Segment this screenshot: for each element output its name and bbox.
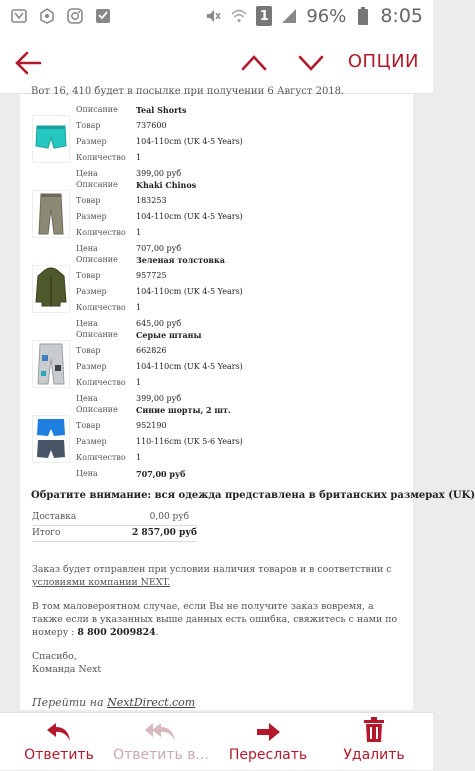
price-label: Цена (76, 169, 98, 178)
item-price: 707,00 руб (136, 469, 186, 479)
signoff (32, 650, 404, 676)
footer-prefix: Перейти на (32, 696, 104, 709)
item-label: Товар (76, 196, 101, 205)
terms-link[interactable]: условиями компании NEXT. (32, 577, 171, 588)
item-price: 707,00 руб (136, 244, 182, 253)
qty-label: Количество (76, 303, 126, 312)
signoff-team: Команда Next (32, 664, 102, 675)
qty-label: Количество (76, 228, 126, 237)
item-quantity: 1 (136, 453, 142, 462)
teal-shorts-icon (32, 115, 70, 163)
forward-icon (255, 713, 281, 743)
total-value: 2 857,00 руб (132, 528, 198, 538)
item-label: Товар (76, 271, 101, 280)
reply-all-icon (144, 713, 178, 743)
blue-shorts-icon (32, 415, 70, 463)
desc-label: Описание (76, 330, 118, 339)
nextdirect-link[interactable]: NextDirect.com (107, 696, 196, 709)
footer-link-row (32, 696, 195, 709)
item-label: Товар (76, 121, 101, 130)
item-size: 110-116cm (UK 5-6 Years) (136, 437, 243, 446)
item-description: Teal Shorts (136, 105, 187, 115)
app-icon-1 (10, 7, 28, 25)
item-number: 952190 (136, 421, 167, 430)
bottom-action-bar (0, 712, 433, 770)
email-body (20, 86, 475, 710)
item-price: 645,00 руб (136, 319, 182, 328)
reply-icon (46, 713, 72, 743)
reply-all-button[interactable] (113, 713, 209, 771)
item-number: 662826 (136, 346, 167, 355)
item-description: Зеленая толстовка (136, 255, 225, 265)
item-price: 399,00 руб (136, 169, 182, 178)
size-label: Размер (76, 137, 107, 146)
qty-label: Количество (76, 453, 126, 462)
sizes-note: Обратите внимание: вся одежда представлена в британских размерах (UK) (31, 490, 475, 501)
size-label: Размер (76, 362, 107, 371)
order-item (20, 179, 413, 254)
contact-end: . (155, 627, 159, 638)
item-label: Товар (76, 421, 101, 430)
chevron-up-icon[interactable] (240, 52, 268, 74)
instagram-icon (66, 7, 84, 25)
order-item (20, 329, 413, 404)
grey-pants-icon (32, 340, 70, 388)
order-item (20, 254, 413, 329)
desc-label: Описание (76, 255, 118, 264)
item-description: Синие шорты, 2 шт. (136, 405, 231, 415)
clock: 8:05 (380, 5, 423, 27)
order-item (20, 104, 413, 179)
qty-label: Количество (76, 378, 126, 387)
shipping-terms-paragraph (32, 563, 404, 589)
reply-button[interactable] (22, 713, 96, 771)
signal-icon (280, 7, 298, 25)
contact-text: В том маловероятном случае, если Вы не получите заказ вовремя, а также если в указанных выше данных есть ошибка, свяжитесь с нами по номеру : (32, 601, 398, 638)
khaki-chinos-icon (32, 190, 70, 238)
forward-button[interactable] (228, 713, 308, 771)
contact-paragraph (32, 600, 404, 639)
sim-icon: 1 (256, 6, 272, 26)
item-quantity: 1 (136, 228, 142, 237)
summary-divider (32, 525, 197, 526)
size-label: Размер (76, 437, 107, 446)
app-bar (0, 32, 433, 94)
item-number: 957725 (136, 271, 167, 280)
item-quantity: 1 (136, 378, 142, 387)
green-hoodie-icon (32, 265, 70, 313)
shipping-terms-text: Заказ будет отправлен при условии наличия товаров и в соответствии с (32, 564, 392, 575)
desc-label: Описание (76, 105, 118, 114)
item-size: 104-110cm (UK 4-5 Years) (136, 362, 243, 371)
item-quantity: 1 (136, 153, 142, 162)
summary-divider (32, 541, 197, 542)
total-label: Итого (32, 528, 61, 538)
size-label: Размер (76, 212, 107, 221)
chevron-down-icon[interactable] (297, 52, 325, 74)
item-number: 183253 (136, 196, 167, 205)
app-icon-2 (38, 7, 56, 25)
battery-icon (354, 7, 372, 25)
desc-label: Описание (76, 405, 118, 414)
delivery-label: Доставка (32, 512, 77, 522)
price-label: Цена (76, 319, 98, 328)
download-icon (94, 7, 112, 25)
reply-label: Ответить (24, 747, 94, 763)
item-description: Khaki Chinos (136, 180, 197, 190)
item-size: 104-110cm (UK 4-5 Years) (136, 212, 243, 221)
size-label: Размер (76, 287, 107, 296)
battery-percent: 96% (306, 5, 347, 27)
item-size: 104-110cm (UK 4-5 Years) (136, 137, 243, 146)
price-label: Цена (76, 244, 98, 253)
item-number: 737600 (136, 121, 167, 130)
status-bar (0, 0, 433, 32)
qty-label: Количество (76, 153, 126, 162)
item-quantity: 1 (136, 303, 142, 312)
phone-number: 8 800 2009824 (77, 627, 156, 638)
signoff-thanks: Спасибо, (32, 651, 77, 662)
reply-all-label: Ответить в... (113, 747, 209, 763)
arrow-left-icon[interactable] (14, 50, 44, 76)
trash-icon (363, 713, 385, 743)
price-label: Цена (76, 394, 98, 403)
item-label: Товар (76, 346, 101, 355)
forward-label: Переслать (228, 747, 308, 763)
item-description: Серые штаны (136, 330, 202, 340)
item-price: 399,00 руб (136, 394, 182, 403)
wifi-icon (230, 7, 248, 25)
email-intro-line: Вот 16, 410 будет в посылке при получении 6 Август 2018. (31, 86, 345, 97)
price-label: Цена (76, 469, 98, 478)
item-size: 104-110cm (UK 4-5 Years) (136, 287, 243, 296)
delivery-value: 0,00 руб (149, 512, 189, 522)
mute-icon (204, 7, 222, 25)
options-button[interactable]: ОПЦИИ (347, 51, 419, 72)
desc-label: Описание (76, 180, 118, 189)
order-item (20, 404, 413, 479)
delete-button[interactable] (340, 713, 408, 771)
delete-label: Удалить (343, 747, 405, 763)
